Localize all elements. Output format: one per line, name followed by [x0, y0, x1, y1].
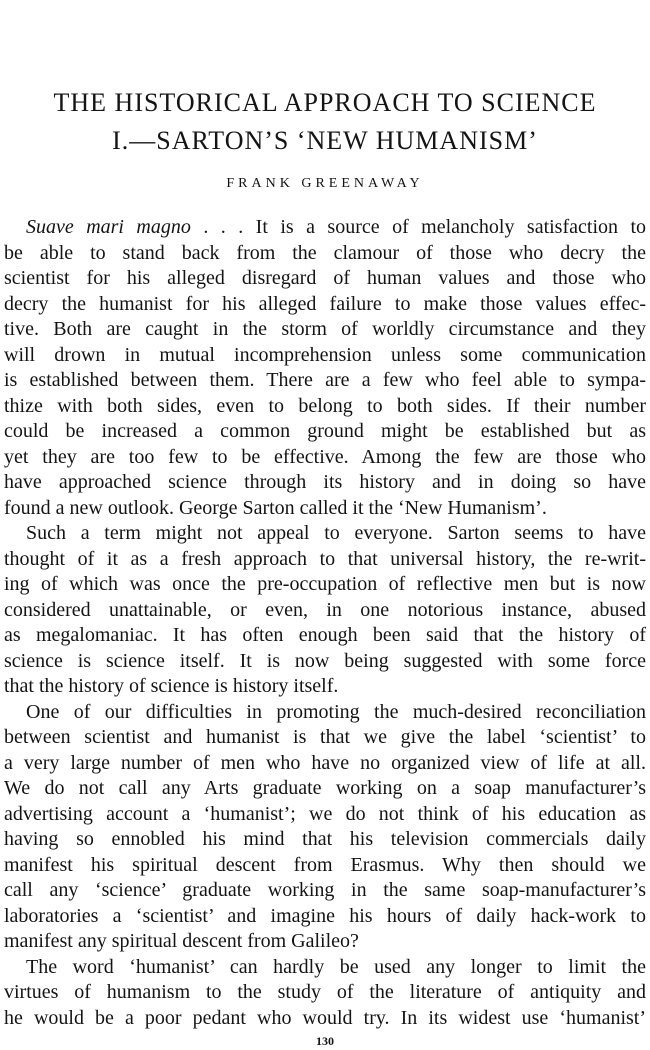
text-line: virtues of humanism to the study of the literature of antiquity and — [4, 981, 646, 1003]
article-title-line-2: I.—SARTON’S ‘NEW HUMANISM’ — [112, 126, 538, 155]
text-line: advertising account a ‘humanist’; we do not think of his education as — [4, 802, 646, 825]
text-line: a very large number of men who have no organized view of life at all. — [4, 751, 646, 774]
text-line: scientist for his alleged disregard of human values and those who — [4, 267, 646, 289]
text-line: having so ennobled his mind that his television commercials daily — [4, 828, 646, 850]
text-line: decry the humanist for his alleged failure to make those values effec- — [4, 292, 646, 315]
author-name: FRANK GREENAWAY — [226, 176, 424, 191]
text-line: ing of which was once the pre-occupation of reflective men but is now — [4, 573, 646, 595]
text-line: is established between them. There are a few who feel able to sympa- — [4, 369, 646, 391]
latin-phrase: Suave mari magno — [26, 216, 191, 238]
text-line: as megalomaniac. It has often enough been said that the history of — [4, 624, 646, 646]
text-line: have approached science through its history and in doing so have — [4, 471, 646, 493]
text-line: will drown in mutual incomprehension unless some communication — [4, 343, 646, 366]
text-line: call any ‘science’ graduate working in the same soap-manufacturer’s — [4, 879, 646, 901]
text-line: science is science itself. It is now being suggested with some force — [4, 649, 646, 672]
text-line: tive. Both are caught in the storm of worldly circumstance and they — [4, 318, 646, 340]
text-line: he would be a poor pedant who would try. In its widest use ‘humanist’ — [4, 1006, 646, 1029]
text-line: manifest any spiritual descent from Galileo? — [4, 930, 359, 952]
text-line: found a new outlook. George Sarton called it the ‘New Humanism’. — [4, 496, 547, 519]
text-line: that the history of science is history itself. — [4, 675, 339, 697]
text-line: could be increased a common ground might be established but as — [4, 420, 646, 442]
article-title-line-1: THE HISTORICAL APPROACH TO SCIENCE — [53, 88, 597, 117]
page-number: 130 — [316, 1034, 334, 1048]
text-line: We do not call any Arts graduate working on a soap manufacturer’s — [4, 777, 646, 799]
text-line: The word ‘humanist’ can hardly be used any longer to limit the — [26, 955, 646, 978]
text-line: be able to stand back from the clamour of those who decry the — [4, 241, 646, 264]
text-line: between scientist and humanist is that we give the label ‘scientist’ to — [4, 726, 646, 748]
text-line: manifest his spiritual descent from Erasmus. Why then should we — [4, 853, 646, 876]
text-line: yet they are too few to be effective. Among the few are those who — [4, 445, 646, 468]
body-text — [0, 215, 650, 1031]
text-line: Such a term might not appeal to everyone. Sarton seems to have — [26, 522, 646, 544]
text-line: thize with both sides, even to belong to both sides. If their number — [4, 394, 646, 417]
text-line: thought of it as a fresh approach to that universal history, the re-writ- — [4, 547, 646, 570]
text-line: laboratories a ‘scientist’ and imagine his hours of daily hack-work to — [4, 904, 646, 927]
text-line: considered unattainable, or even, in one notorious instance, abused — [4, 598, 646, 621]
text-line: Suave mari magno . . . It is a source of melancholy satisfaction to — [26, 216, 646, 238]
text-line: One of our difficulties in promoting the much-desired reconciliation — [26, 700, 646, 723]
